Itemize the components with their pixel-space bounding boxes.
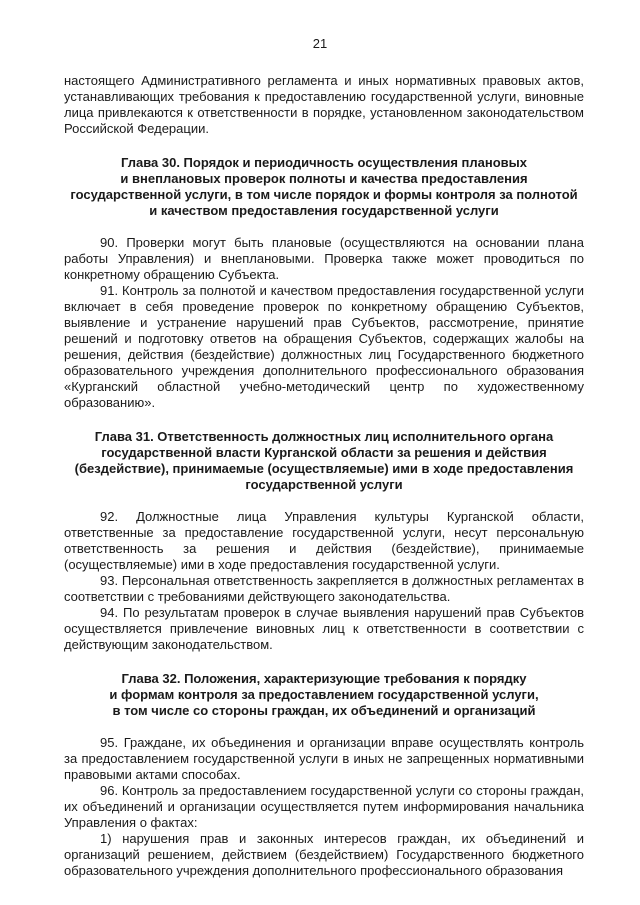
paragraph-92: 92. Должностные лица Управления культуры Курганской области, ответственные за предоставление государственной услуги, несут персональную ответственность за решения и действия (бездействие), принимаемые (осуществляемые) ими в ходе предоставления государственной услуги.: [64, 509, 584, 572]
paragraph-95: 95. Граждане, их объединения и организации вправе осуществлять контроль за предоставлением государственной услуги в иных не запрещенных нормативными правовыми актами способах.: [64, 735, 584, 782]
heading-line: (бездействие), принимаемые (осуществляемые) ими в ходе предоставления: [74, 461, 574, 476]
paragraph-94: 94. По результатам проверок в случае выявления нарушений прав Субъектов осуществляется привлечение виновных лиц к ответственности в соответствии с действующим законодательством.: [64, 605, 584, 652]
heading-line: Глава 32. Положения, характеризующие требования к порядку: [121, 671, 527, 686]
chapter-30-heading: [64, 155, 584, 219]
heading-line: Глава 30. Порядок и периодичность осуществления плановых: [121, 155, 527, 170]
document-body: [64, 73, 584, 879]
paragraph-91: 91. Контроль за полнотой и качеством предоставления государственной услуги включает в себя проведение проверок по конкретному обращению Субъектов, выявление и устранение нарушений прав Субъектов, рассмотрение, принятие решений и подготовку ответов на обращения Субъектов, содержащих жалобы на решения, действия (бездействие) должностных лиц Государственного бюджетного образовательного учреждения дополнительного профессионального образования «Курганский областной учебно-методический центр по художественному образованию».: [64, 283, 584, 410]
heading-line: и формам контроля за предоставлением государственной услуги,: [109, 687, 539, 702]
heading-line: и внеплановых проверок полноты и качества предоставления: [120, 171, 528, 186]
heading-line: государственной услуги: [245, 477, 403, 492]
list-item-1: 1) нарушения прав и законных интересов граждан, их объединений и организаций решением, действием (бездействием) Государственного бюджетного образовательного учреждения дополнительного профессионального образования: [64, 831, 584, 878]
chapter-31-heading: [64, 429, 584, 493]
chapter-32-heading: [64, 671, 584, 719]
paragraph-93: 93. Персональная ответственность закрепляется в должностных регламентах в соответствии с требованиями действующего законодательства.: [64, 573, 584, 604]
page-number: 21: [312, 36, 328, 51]
heading-line: и качеством предоставления государственной услуги: [149, 203, 499, 218]
heading-line: государственной власти Курганской области за решения и действия: [101, 445, 547, 460]
intro-paragraph: настоящего Административного регламента и иных нормативных правовых актов, устанавливающих требования к предоставлению государственной услуги, виновные лица привлекаются к ответственности в порядке, установленном законодательством Российской Федерации.: [64, 73, 584, 136]
heading-line: в том числе со стороны граждан, их объединений и организаций: [112, 703, 536, 718]
heading-line: государственной услуги, в том числе порядок и формы контроля за полнотой: [70, 187, 578, 202]
paragraph-90: 90. Проверки могут быть плановые (осуществляются на основании плана работы Управления) и внеплановыми. Проверка также может проводиться по конкретному обращению Субъекта.: [64, 235, 584, 282]
paragraph-96: 96. Контроль за предоставлением государственной услуги со стороны граждан, их объединений и организации осуществляется путем информирования начальника Управления о фактах:: [64, 783, 584, 830]
heading-line: Глава 31. Ответственность должностных лиц исполнительного органа: [94, 429, 554, 444]
